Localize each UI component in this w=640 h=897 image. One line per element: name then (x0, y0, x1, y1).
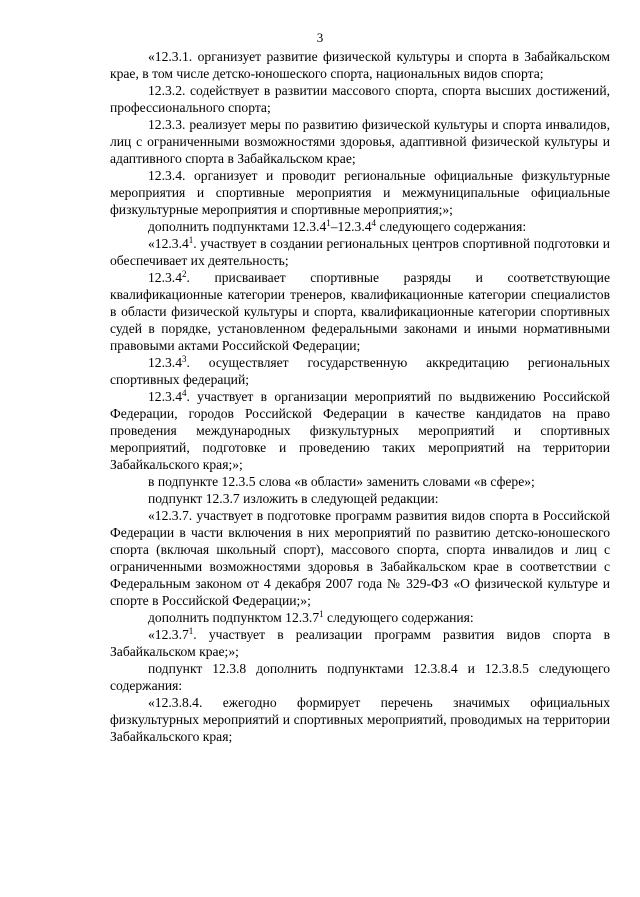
text-run: 12.3.4 (148, 355, 182, 370)
superscript: 2 (181, 269, 187, 279)
text-run: «12.3.4 (148, 236, 189, 251)
paragraph (110, 116, 610, 167)
text-run: . присваивает спортивные разряды и соответствующие квалификационные категории тренеров, квалификационные категории специалистов в области физической культуры и спорта, квалификационные категории спортивных судей в порядке, установленном федеральными законами и иными нормативными правовыми актами Российской Федерации; (110, 270, 610, 353)
paragraph (110, 626, 610, 660)
paragraph (110, 490, 610, 507)
text-run: «12.3.8.4. ежегодно формирует перечень значимых официальных физкультурных мероприятий и спортивных мероприятий, проводимых на территории Забайкальского края; (110, 695, 610, 744)
superscript: 4 (371, 218, 377, 228)
text-run: 12.3.4. организует и проводит региональные официальные физкультурные мероприятия и спортивные мероприятия и межмуниципальные официальные физкультурные мероприятия и спортивные мероприятия;»; (110, 168, 610, 217)
paragraph (110, 235, 610, 269)
paragraph (110, 388, 610, 473)
text-run: «12.3.1. организует развитие физической культуры и спорта в Забайкальском крае, в том числе детско-юношеского спорта, национальных видов спорта; (110, 49, 610, 81)
paragraph (110, 218, 610, 235)
text-run: подпункт 12.3.7 изложить в следующей редакции: (148, 491, 439, 506)
text-run: 12.3.4 (148, 270, 182, 285)
superscript: 4 (181, 388, 187, 398)
text-run: 12.3.4 (148, 389, 182, 404)
text-run: дополнить подпунктами 12.3.4 (148, 219, 327, 234)
text-run: –12.3.4 (330, 219, 372, 234)
page-number: 3 (316, 30, 324, 45)
paragraph (110, 167, 610, 218)
superscript: 1 (319, 609, 324, 619)
paragraph (110, 609, 610, 626)
paragraph (110, 48, 610, 82)
superscript: 1 (188, 626, 194, 636)
paragraph (110, 507, 610, 609)
text-run: «12.3.7 (148, 627, 189, 642)
superscript: 1 (188, 235, 194, 245)
paragraph (110, 82, 610, 116)
text-run: . участвует в создании региональных центров спортивной подготовки и обеспечивает их деятельность; (110, 236, 610, 268)
superscript: 1 (326, 218, 331, 228)
paragraph (110, 269, 610, 354)
text-run: 12.3.2. содействует в развитии массового спорта, спорта высших достижений, профессионального спорта; (110, 83, 610, 115)
text-run: . осуществляет государственную аккредитацию региональных спортивных федераций; (110, 355, 610, 387)
text-run: «12.3.7. участвует в подготовке программ развития видов спорта в Российской Федерации в части включения в них мероприятий по развитию детско-юношеского спорта (включая школьный спорт), массового спорта, спорта инвалидов и лиц с ограниченными возможностями здоровья в Забайкальском крае в соответствии с Федеральным законом от 4 декабря 2007 года № 329-ФЗ «О физической культуре и спорте в Российской Федерации;»; (110, 508, 610, 608)
text-run: следующего содержания: (376, 219, 527, 234)
paragraph (110, 473, 610, 490)
paragraph (110, 694, 610, 745)
text-run: в подпункте 12.3.5 слова «в области» заменить словами «в сфере»; (148, 474, 535, 489)
text-run: . участвует в организации мероприятий по выдвижению Российской Федерации, городов Российской Федерации в качестве кандидатов на право проведения международных физкультурных мероприятий и спортивных мероприятий, подготовке и проведению таких мероприятий на территории Забайкальского края;»; (110, 389, 610, 472)
document-body (110, 48, 610, 745)
text-run: подпункт 12.3.8 дополнить подпунктами 12.3.8.4 и 12.3.8.5 следующего содержания: (110, 661, 610, 693)
text-run: следующего содержания: (323, 610, 474, 625)
text-run: 12.3.3. реализует меры по развитию физической культуры и спорта инвалидов, лиц с ограниченными возможностями здоровья, адаптивной физической культуры и адаптивного спорта в Забайкальском крае; (110, 117, 610, 166)
text-run: дополнить подпунктом 12.3.7 (148, 610, 320, 625)
paragraph (110, 354, 610, 388)
paragraph (110, 660, 610, 694)
text-run: . участвует в реализации программ развития видов спорта в Забайкальском крае;»; (110, 627, 610, 659)
superscript: 3 (181, 354, 187, 364)
